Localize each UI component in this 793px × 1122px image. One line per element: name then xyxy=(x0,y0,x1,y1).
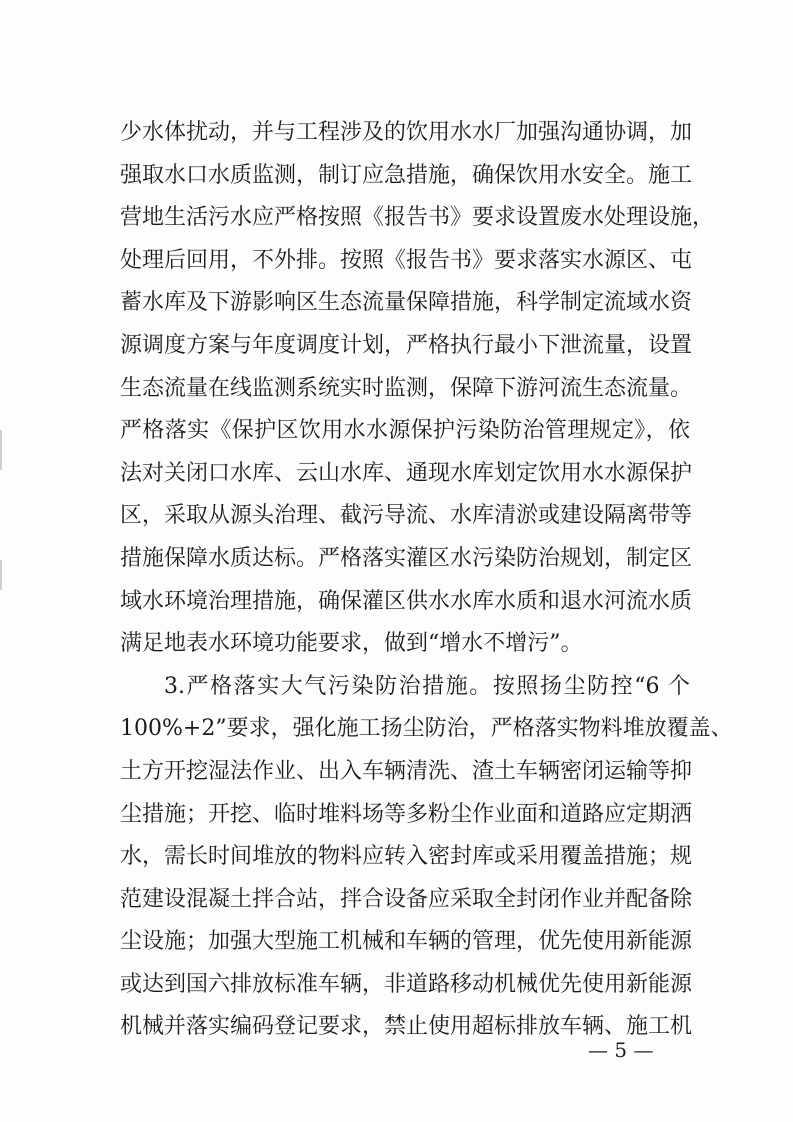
text-line: 满足地表水环境功能要求，做到“增水不增污”。 xyxy=(120,631,583,657)
text-line: 强取水口水质监测，制订应急措施，确保饮用水安全。施工 xyxy=(120,162,693,188)
text-line: 源调度方案与年度调度计划，严格执行最小下泄流量，设置 xyxy=(120,332,693,358)
text-line: 机械并落实编码登记要求，禁止使用超标排放车辆、施工机 xyxy=(120,1014,693,1040)
text-line: 措施保障水质达标。严格落实灌区水污染防治规划，制定区 xyxy=(120,545,693,571)
text-line: 土方开挖湿法作业、出入车辆清洗、渣土车辆密闭运输等抑 xyxy=(120,758,693,784)
text-line: 生态流量在线监测系统实时监测，保障下游河流生态流量。 xyxy=(120,375,693,401)
scan-edge-mark xyxy=(0,560,2,590)
text-line: 蓄水库及下游影响区生态流量保障措施，科学制定流域水资 xyxy=(120,290,693,316)
section-heading-line: 3.严格落实大气污染防治措施。按照扬尘防控“6 个 xyxy=(164,673,690,699)
text-line: 严格落实《保护区饮用水水源保护污染防治管理规定》，依 xyxy=(120,418,690,444)
text-line: 水，需长时间堆放的物料应转入密封库或采用覆盖措施；规 xyxy=(120,844,693,870)
text-line: 区，采取从源头治理、截污导流、水库清淤或建设隔离带等 xyxy=(120,503,693,529)
scan-edge-mark xyxy=(0,430,2,470)
text-line: 尘设施；加强大型施工机械和车辆的管理，优先使用新能源 xyxy=(120,929,693,955)
text-line: 尘措施；开挖、临时堆料场等多粉尘作业面和道路应定期洒 xyxy=(120,801,693,827)
text-line: 法对关闭口水库、云山水库、通现水库划定饮用水水源保护 xyxy=(120,460,693,486)
text-line: 营地生活污水应严格按照《报告书》要求设置废水处理设施， xyxy=(120,205,715,231)
text-line: 少水体扰动，并与工程涉及的饮用水水厂加强沟通协调，加 xyxy=(120,120,693,145)
text-line: 或达到国六排放标准车辆，非道路移动机械优先使用新能源 xyxy=(120,971,693,997)
text-line: 范建设混凝土拌合站，拌合设备应采取全封闭作业并配备除 xyxy=(120,886,693,912)
text-line: 100%+2”要求，强化施工扬尘防治，严格落实物料堆放覆盖、 xyxy=(120,716,733,742)
body-text xyxy=(120,112,733,1049)
page-number: — 5 — xyxy=(588,1038,654,1062)
text-line: 域水环境治理措施，确保灌区供水水库水质和退水河流水质 xyxy=(120,588,693,614)
text-line: 处理后回用，不外排。按照《报告书》要求落实水源区、屯 xyxy=(120,247,693,273)
